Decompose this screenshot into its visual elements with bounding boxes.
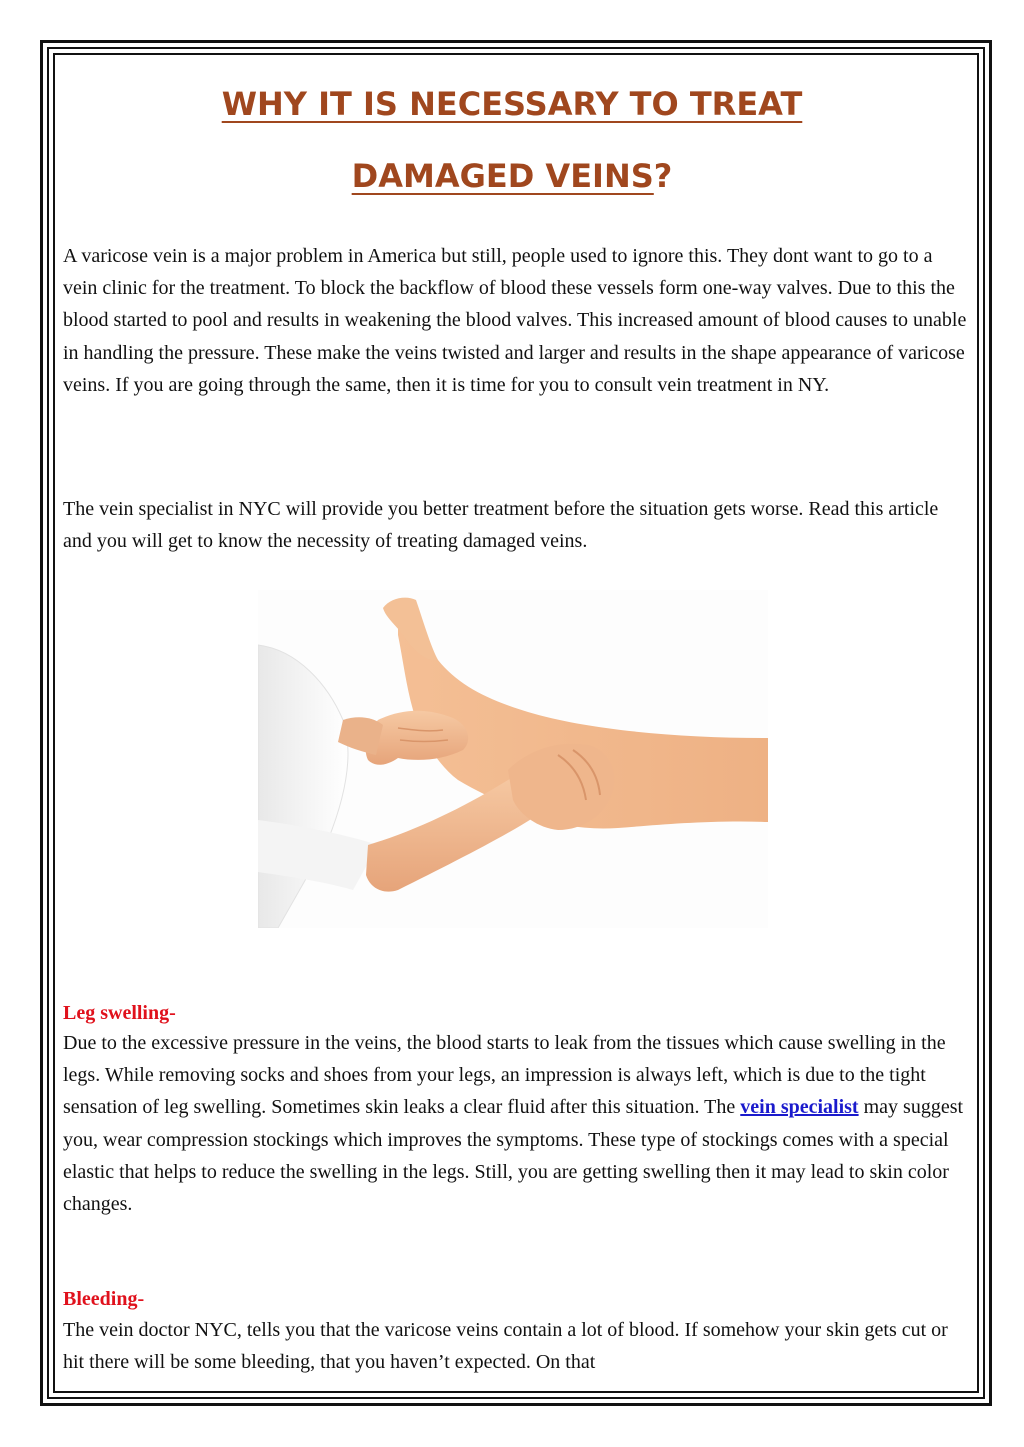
page-title-line-1 xyxy=(60,74,964,134)
vein-specialist-link[interactable]: vein specialist xyxy=(740,1096,859,1119)
leg-massage-illustration xyxy=(258,590,768,928)
title-question-mark: ? xyxy=(653,157,673,195)
leg-swelling-text-part-2: may suggest you, wear compression stockings which improves the symptoms. These type of stockings comes with a special elastic that helps to reduce the swelling in the legs. Still, you are getting swelling then it may lead to skin color changes. xyxy=(63,1096,964,1216)
page-title-line-2 xyxy=(60,146,964,206)
intro-paragraph-1: A varicose vein is a major problem in America but still, people used to ignore this. They dont want to go to a vein clinic for the treatment. To block the backflow of blood these vessels form one-way valves. Due to this the blood started to pool and results in weakening the blood valves. This increased amount of blood causes to unable in handling the pressure. These make the veins twisted and larger and results in the shape appearance of varicose veins. If you are going through the same, then it is time for you to consult vein treatment in NY. xyxy=(63,245,967,396)
section-heading-bleeding: Bleeding- xyxy=(63,1288,145,1310)
intro-paragraph-2: The vein specialist in NYC will provide you better treatment before the situation gets worse. Read this article and you will get to know the necessity of treating damaged veins. xyxy=(63,498,939,553)
sleeve-shape xyxy=(258,645,348,928)
bleeding-paragraph: The vein doctor NYC, tells you that the varicose veins contain a lot of blood. If somehow your skin gets cut or hit there will be some bleeding, that you haven’t expected. On that xyxy=(63,1319,948,1374)
leg-swelling-paragraph xyxy=(63,1027,968,1220)
leg-massage-photo xyxy=(258,590,768,928)
section-heading-leg-swelling: Leg swelling- xyxy=(63,1002,176,1024)
title-line-1-text: WHY IT IS NECESSARY TO TREAT xyxy=(221,85,803,123)
leg-swelling-text-part-1: Due to the excessive pressure in the veins, the blood starts to leak from the tissues which cause swelling in the legs. While removing socks and shoes from your legs, an impression is always left, which is due to the tight sensation of leg swelling. Sometimes skin leaks a clear fluid after this situation. The xyxy=(63,1032,946,1119)
title-line-2-text: DAMAGED VEINS xyxy=(351,157,654,195)
